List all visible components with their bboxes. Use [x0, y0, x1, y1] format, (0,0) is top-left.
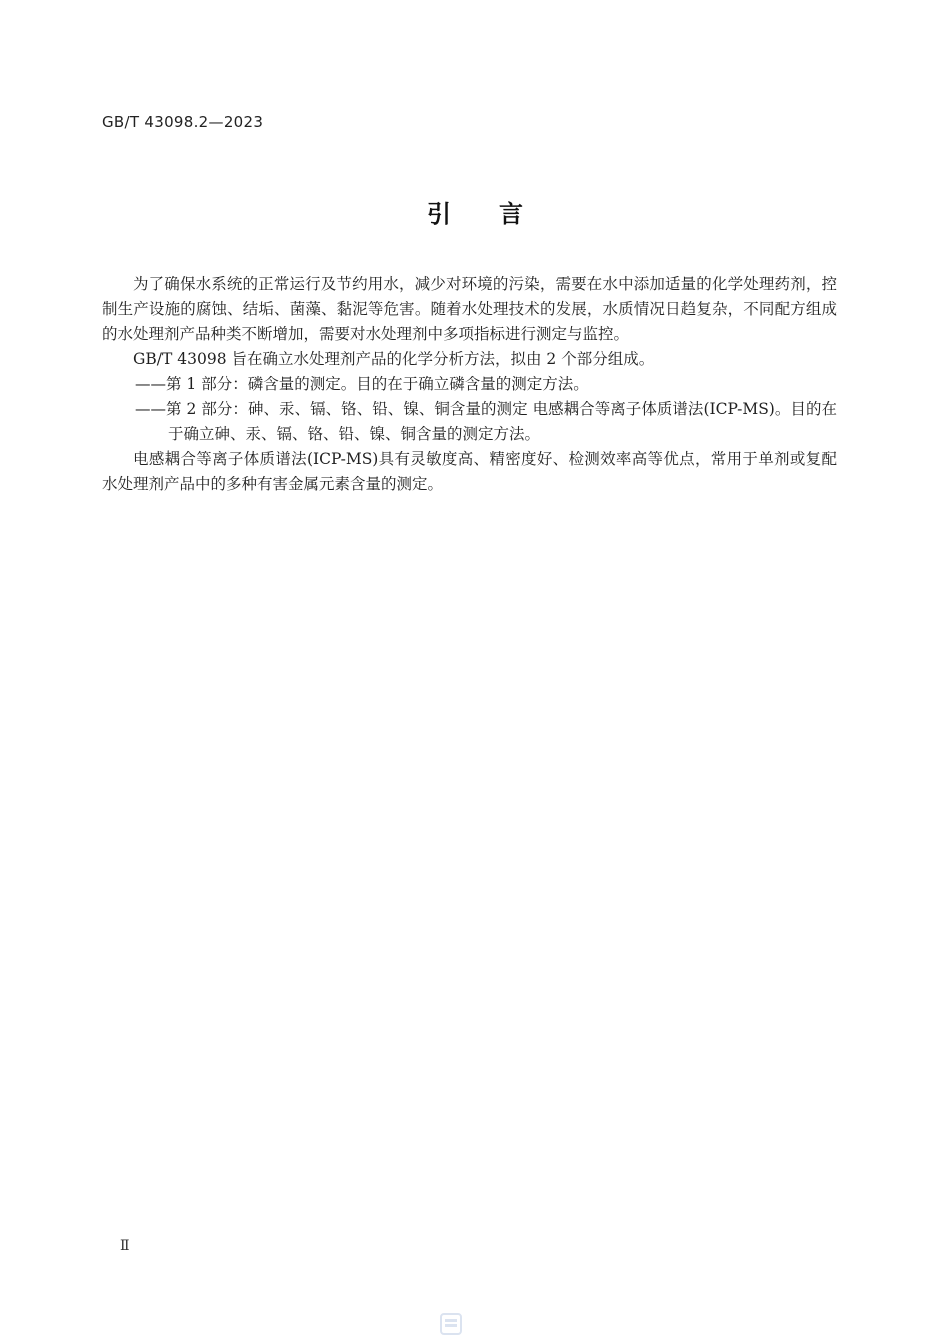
page-title: 引言 — [427, 200, 571, 228]
standard-code: GB/T 43098.2—2023 — [102, 113, 264, 131]
introduction-body — [102, 272, 837, 497]
page-number: Ⅱ — [120, 1238, 130, 1254]
paragraph-icp-ms: 电感耦合等离子体质谱法(ICP-MS)具有灵敏度高、精密度好、检测效率高等优点，常用于单剂或复配水处理剂产品中的多种有害金属元素含量的测定。 — [102, 450, 837, 493]
list-item-part-2: ——第 2 部分：砷、汞、镉、铬、铅、镍、铜含量的测定 电感耦合等离子体质谱法(ICP-MS)。目的在于确立砷、汞、镉、铬、铅、镍、铜含量的测定方法。 — [135, 400, 837, 443]
list-item-part-1: ——第 1 部分：磷含量的测定。目的在于确立磷含量的测定方法。 — [135, 375, 589, 393]
paragraph-purpose: 为了确保水系统的正常运行及节约用水，减少对环境的污染，需要在水中添加适量的化学处理药剂，控制生产设施的腐蚀、结垢、菌藻、黏泥等危害。随着水处理技术的发展，水质情况日趋复杂，不同配方组成的水处理剂产品种类不断增加，需要对水处理剂中多项指标进行测定与监控。 — [102, 275, 837, 343]
paragraph-structure: GB/T 43098 旨在确立水处理剂产品的化学分析方法，拟由 2 个部分组成。 — [133, 350, 655, 368]
watermark-logo-icon — [440, 1313, 462, 1335]
